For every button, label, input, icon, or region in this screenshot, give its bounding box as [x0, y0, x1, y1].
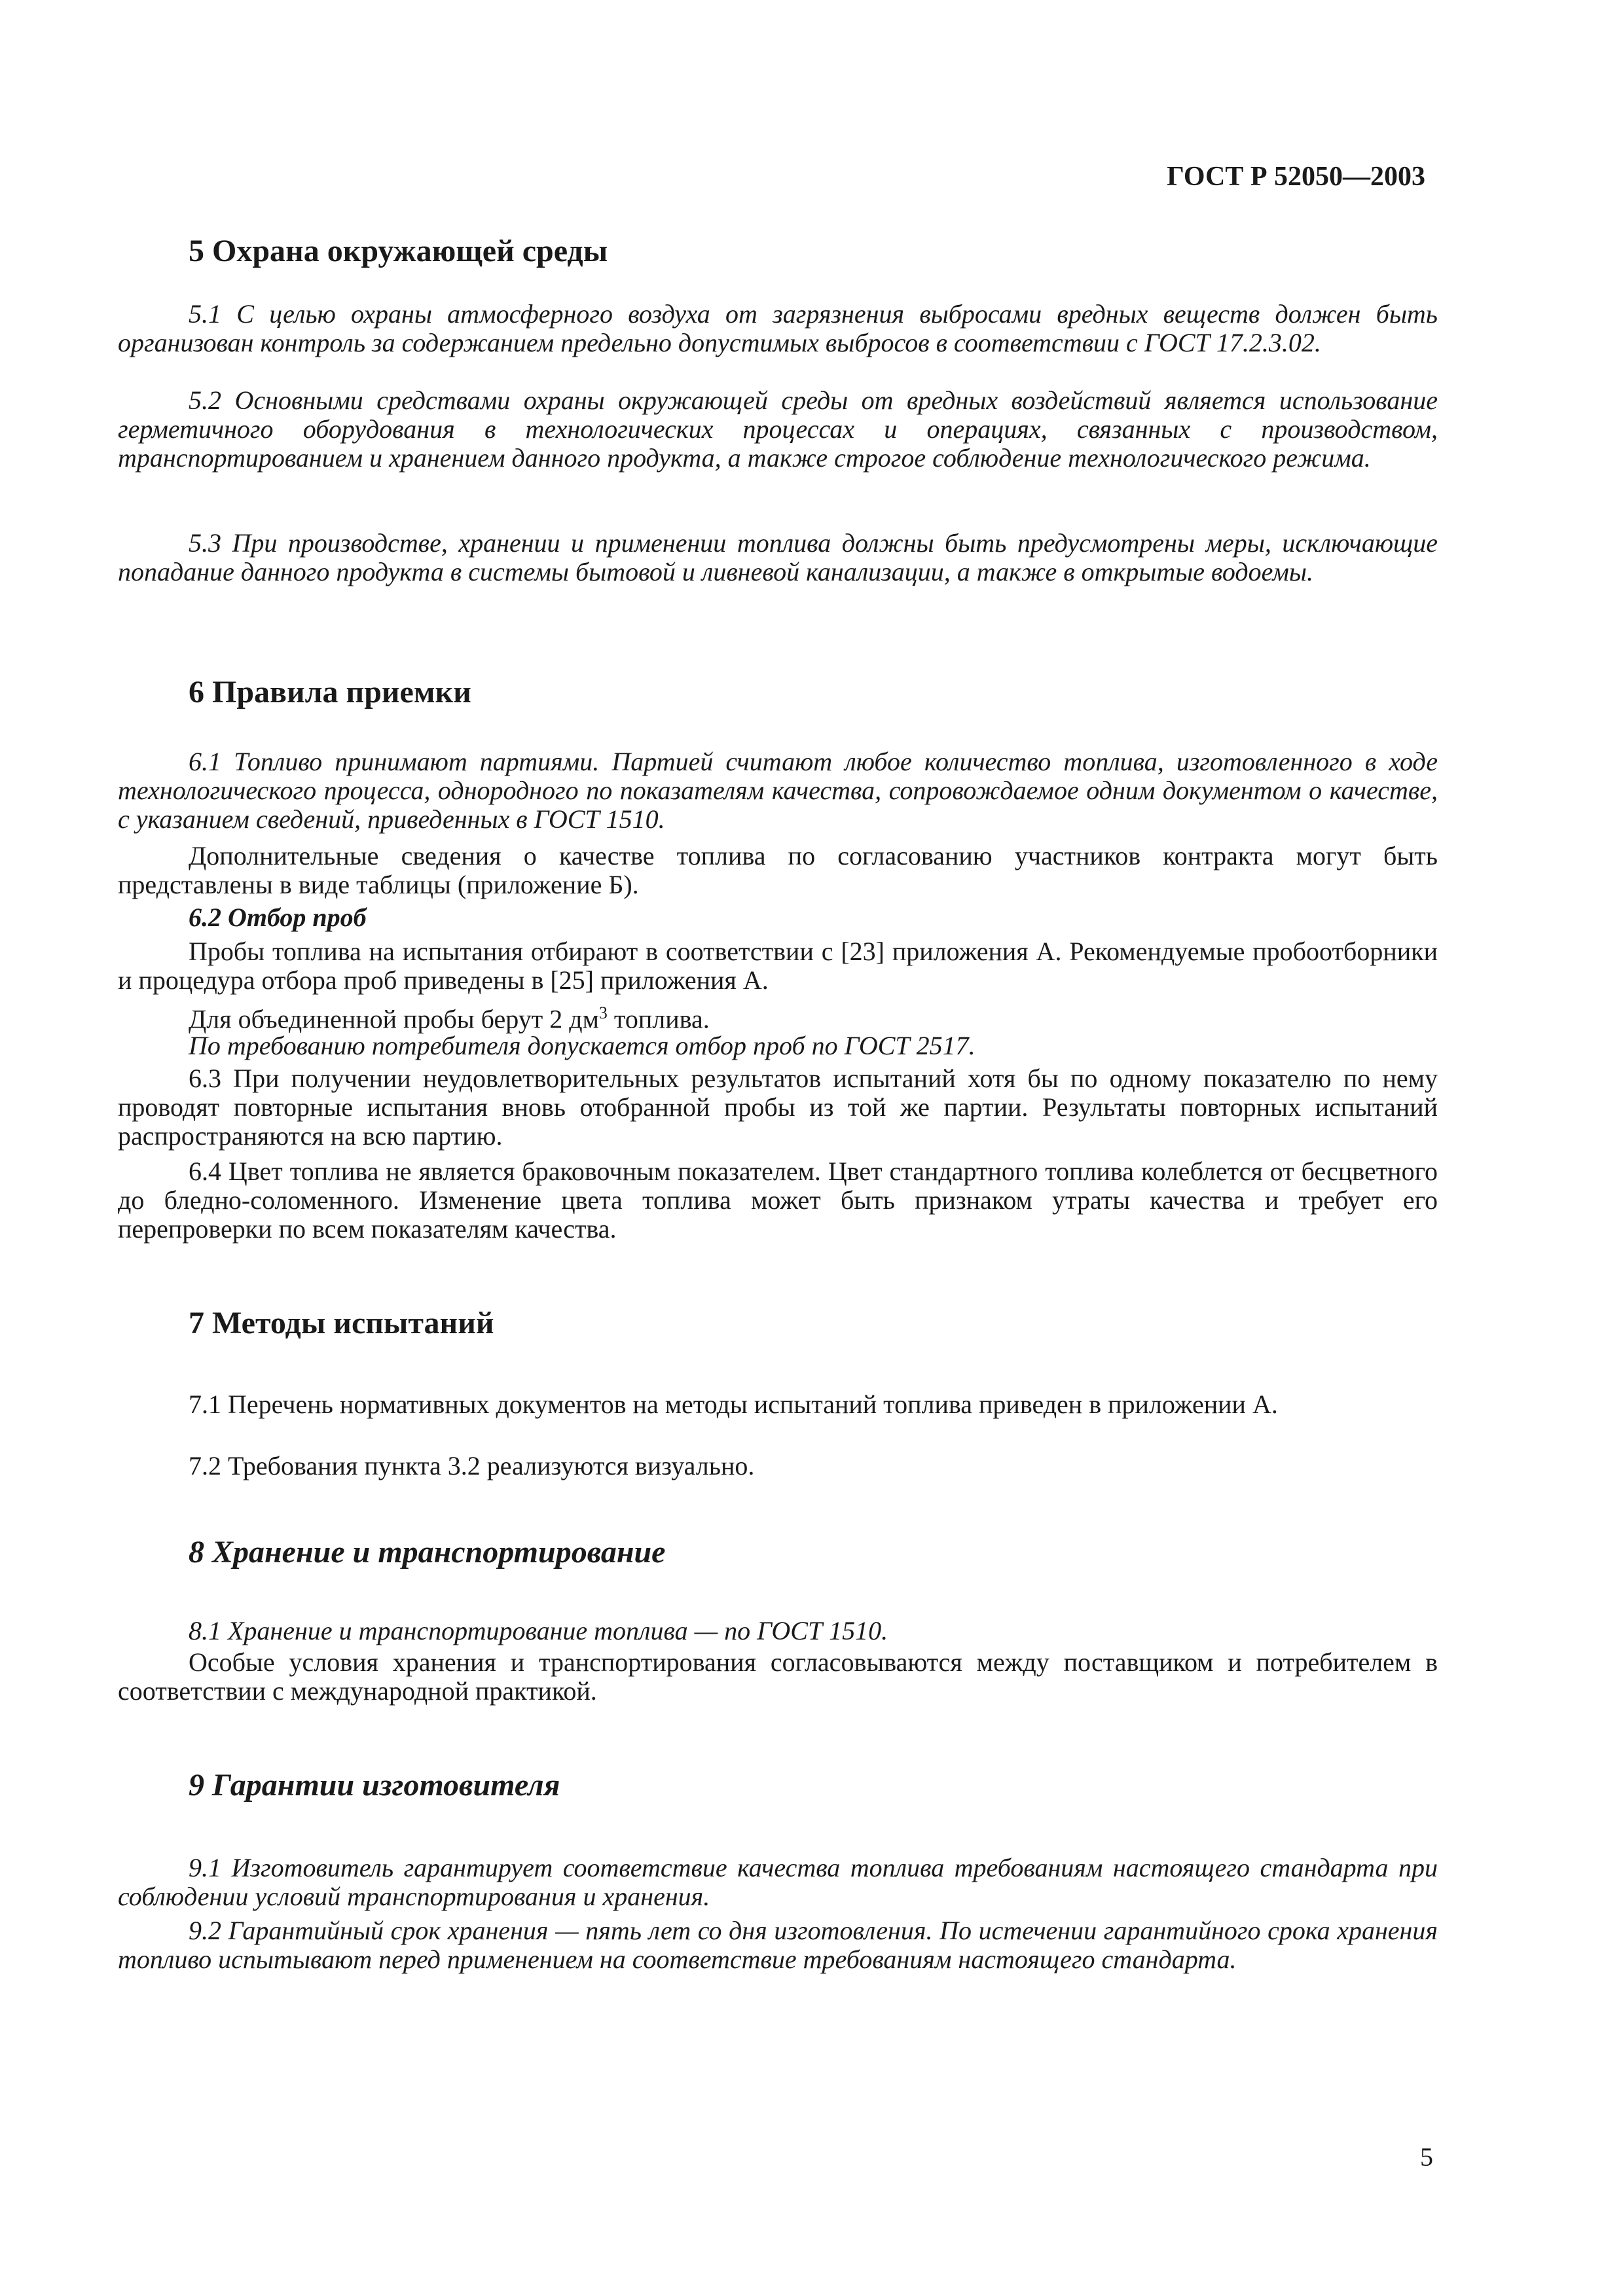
- document-code: ГОСТ Р 52050—2003: [1167, 162, 1425, 192]
- paragraph-6-1: 6.1 Топливо принимают партиями. Партией считают любое количество топлива, изготовленного в ходе технологического процесса, однородного по показателям качества, сопровождаемое одним документом о качестве, с указанием сведений, приведенных в ГОСТ 1510.: [118, 747, 1438, 834]
- volume-superscript: 3: [598, 1003, 608, 1022]
- section-7-title: 7 Методы испытаний: [189, 1306, 494, 1340]
- section-6-title: 6 Правила приемки: [189, 675, 471, 709]
- paragraph-8-2: Особые условия хранения и транспортирования согласовываются между поставщиком и потребителем в соответствии с международной практикой.: [118, 1647, 1438, 1706]
- page-number: 5: [1420, 2142, 1433, 2172]
- subsection-6-2-title: 6.2 Отбор проб: [189, 903, 367, 932]
- paragraph-6-1-additional: Дополнительные сведения о качестве топлива по согласованию участников контракта могут быть представлены в виде таблицы (приложение Б).: [118, 841, 1438, 899]
- section-5-title: 5 Охрана окружающей среды: [189, 234, 608, 268]
- paragraph-7-1: 7.1 Перечень нормативных документов на методы испытаний топлива приведен в приложении А.: [189, 1390, 1278, 1419]
- paragraph-5-3: 5.3 При производстве, хранении и применении топлива должны быть предусмотрены меры, исключающие попадание данного продукта в системы бытовой и ливневой канализации, а также в открытые водоемы.: [118, 528, 1438, 586]
- section-9-title: 9 Гарантии изготовителя: [189, 1768, 560, 1803]
- paragraph-5-2: 5.2 Основными средствами охраны окружающей среды от вредных воздействий является использование герметичного оборудования в технологических процессах и операциях, связанных с производством, транспортированием и хранением данного продукта, а также строгое соблюдение технологического режима.: [118, 386, 1438, 473]
- volume-text-end: топлива.: [607, 1004, 710, 1034]
- paragraph-6-2-consumer: По требованию потребителя допускается отбор проб по ГОСТ 2517.: [189, 1031, 976, 1060]
- paragraph-6-2-volume: [118, 999, 1438, 1033]
- paragraph-7-2: 7.2 Требования пункта 3.2 реализуются визуально.: [189, 1451, 755, 1480]
- paragraph-9-1: 9.1 Изготовитель гарантирует соответствие качества топлива требованиям настоящего стандарта при соблюдении условий транспортирования и хранения.: [118, 1853, 1438, 1911]
- section-8-title: 8 Хранение и транспортирование: [189, 1535, 666, 1570]
- paragraph-5-1: 5.1 С целью охраны атмосферного воздуха от загрязнения выбросами вредных веществ должен быть организован контроль за содержанием предельно допустимых выбросов в соответствии с ГОСТ 17.2.3.02.: [118, 299, 1438, 357]
- paragraph-6-2-sampling: Пробы топлива на испытания отбирают в соответствии с [23] приложения А. Рекомендуемые пробоотборники и процедура отбора проб приведены в [25] приложения А.: [118, 937, 1438, 995]
- paragraph-6-4: 6.4 Цвет топлива не является браковочным показателем. Цвет стандартного топлива колеблется от бесцветного до бледно-соломенного. Изменение цвета топлива может быть признаком утраты качества и требует его перепроверки по всем показателям качества.: [118, 1157, 1438, 1244]
- paragraph-8-1: 8.1 Хранение и транспортирование топлива — по ГОСТ 1510.: [189, 1616, 888, 1645]
- paragraph-6-3: 6.3 При получении неудовлетворительных результатов испытаний хотя бы по одному показателю по нему проводят повторные испытания вновь отобранной пробы из той же партии. Результаты повторных испытаний распространяются на всю партию.: [118, 1064, 1438, 1151]
- paragraph-9-2: 9.2 Гарантийный срок хранения — пять лет со дня изготовления. По истечении гарантийного срока хранения топливо испытывают перед применением на соответствие требованиям настоящего стандарта.: [118, 1916, 1438, 1974]
- volume-text: Для объединенной пробы берут 2 дм: [189, 1004, 599, 1034]
